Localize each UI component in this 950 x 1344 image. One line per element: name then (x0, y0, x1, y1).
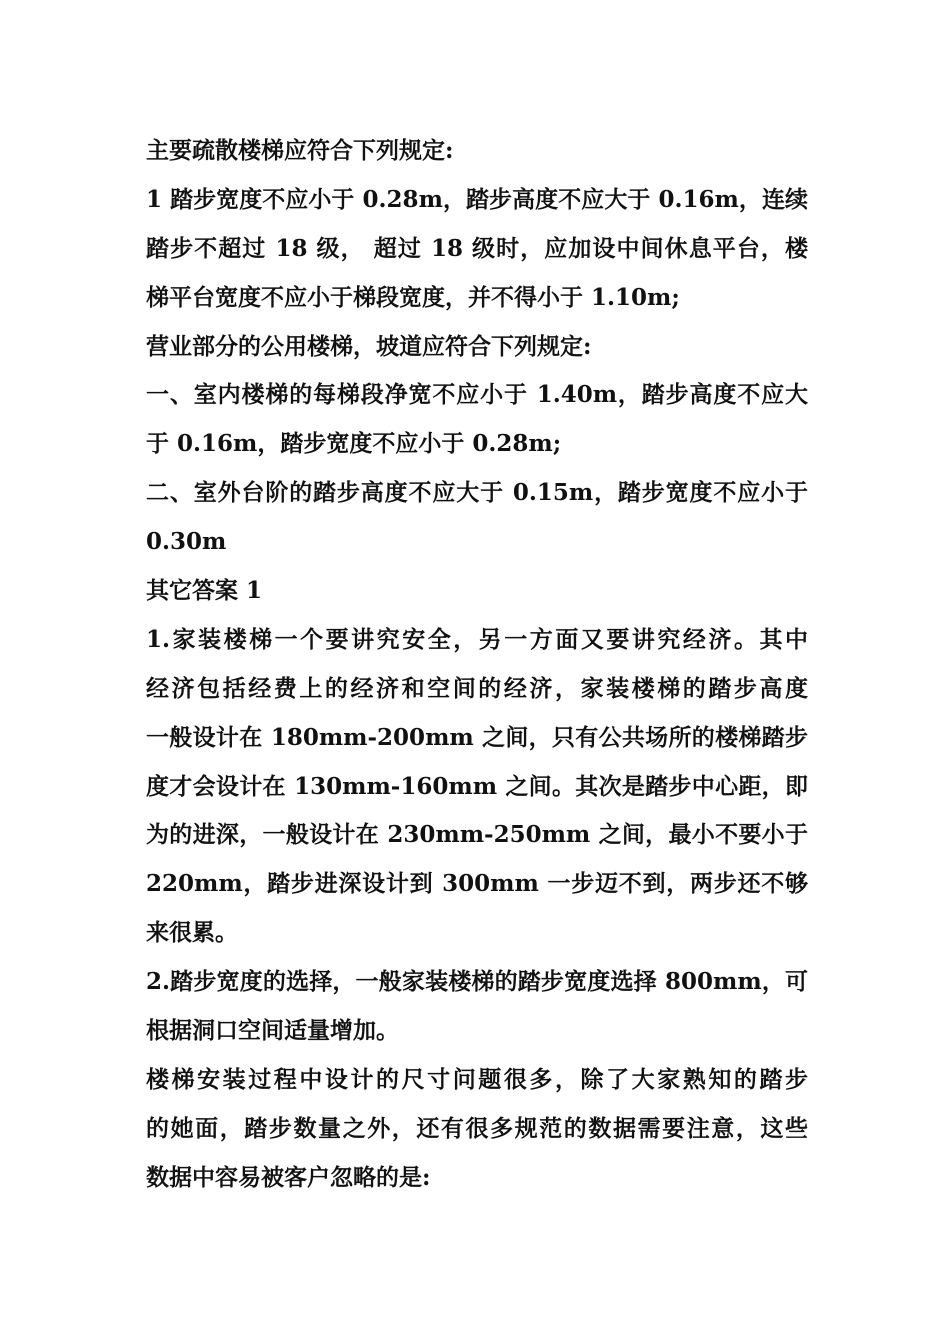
text-line-13: 一般设计在 180mm-200mm 之间，只有公共场所的楼梯踏步 (146, 723, 808, 751)
text-line-9: 0.30m (146, 528, 227, 556)
text-line-16: 220mm，踏步进深设计到 300mm 一步迈不到，两步还不够 (146, 870, 808, 898)
text-line-3: 踏步不超过 18 级， 超过 18 级时，应加设中间休息平台，楼 (146, 234, 808, 262)
text-line-17: 来很累。 (146, 919, 238, 947)
text-line-19: 根据洞口空间适量增加。 (146, 1017, 399, 1045)
text-line-2: 1 踏步宽度不应小于 0.28m，踏步高度不应大于 0.16m，连续 (146, 185, 808, 213)
text-line-10: 其它答案 1 (146, 577, 263, 605)
text-line-12: 经济包括经费上的经济和空间的经济，家装楼梯的踏步高度 (146, 674, 808, 702)
text-line-4: 梯平台宽度不应小于梯段宽度，并不得小于 1.10m; (146, 283, 680, 311)
text-line-22: 数据中容易被客户忽略的是: (146, 1163, 431, 1191)
text-line-20: 楼梯安装过程中设计的尺寸问题很多，除了大家熟知的踏步 (146, 1065, 808, 1093)
document-body (146, 127, 808, 1203)
text-line-8: 二、室外台阶的踏步高度不应大于 0.15m，踏步宽度不应小于 (146, 479, 808, 507)
text-line-5: 营业部分的公用楼梯，坡道应符合下列规定: (146, 332, 592, 360)
text-line-1: 主要疏散楼梯应符合下列规定: (146, 137, 454, 164)
text-line-21: 的她面，踏步数量之外，还有很多规范的数据需要注意，这些 (146, 1114, 808, 1142)
text-line-14: 度才会设计在 130mm-160mm 之间。其次是踏步中心距，即 (146, 772, 808, 800)
text-line-18: 2.踏步宽度的选择，一般家装楼梯的踏步宽度选择 800mm，可 (146, 968, 808, 996)
text-line-6: 一、室内楼梯的每梯段净宽不应小于 1.40m，踏步高度不应大 (146, 381, 808, 409)
text-line-7: 于 0.16m，踏步宽度不应小于 0.28m; (146, 430, 562, 458)
text-line-11: 1.家装楼梯一个要讲究安全，另一方面又要讲究经济。其中 (146, 625, 808, 653)
text-line-15: 为的进深，一般设计在 230mm-250mm 之间，最小不要小于 (146, 821, 808, 849)
